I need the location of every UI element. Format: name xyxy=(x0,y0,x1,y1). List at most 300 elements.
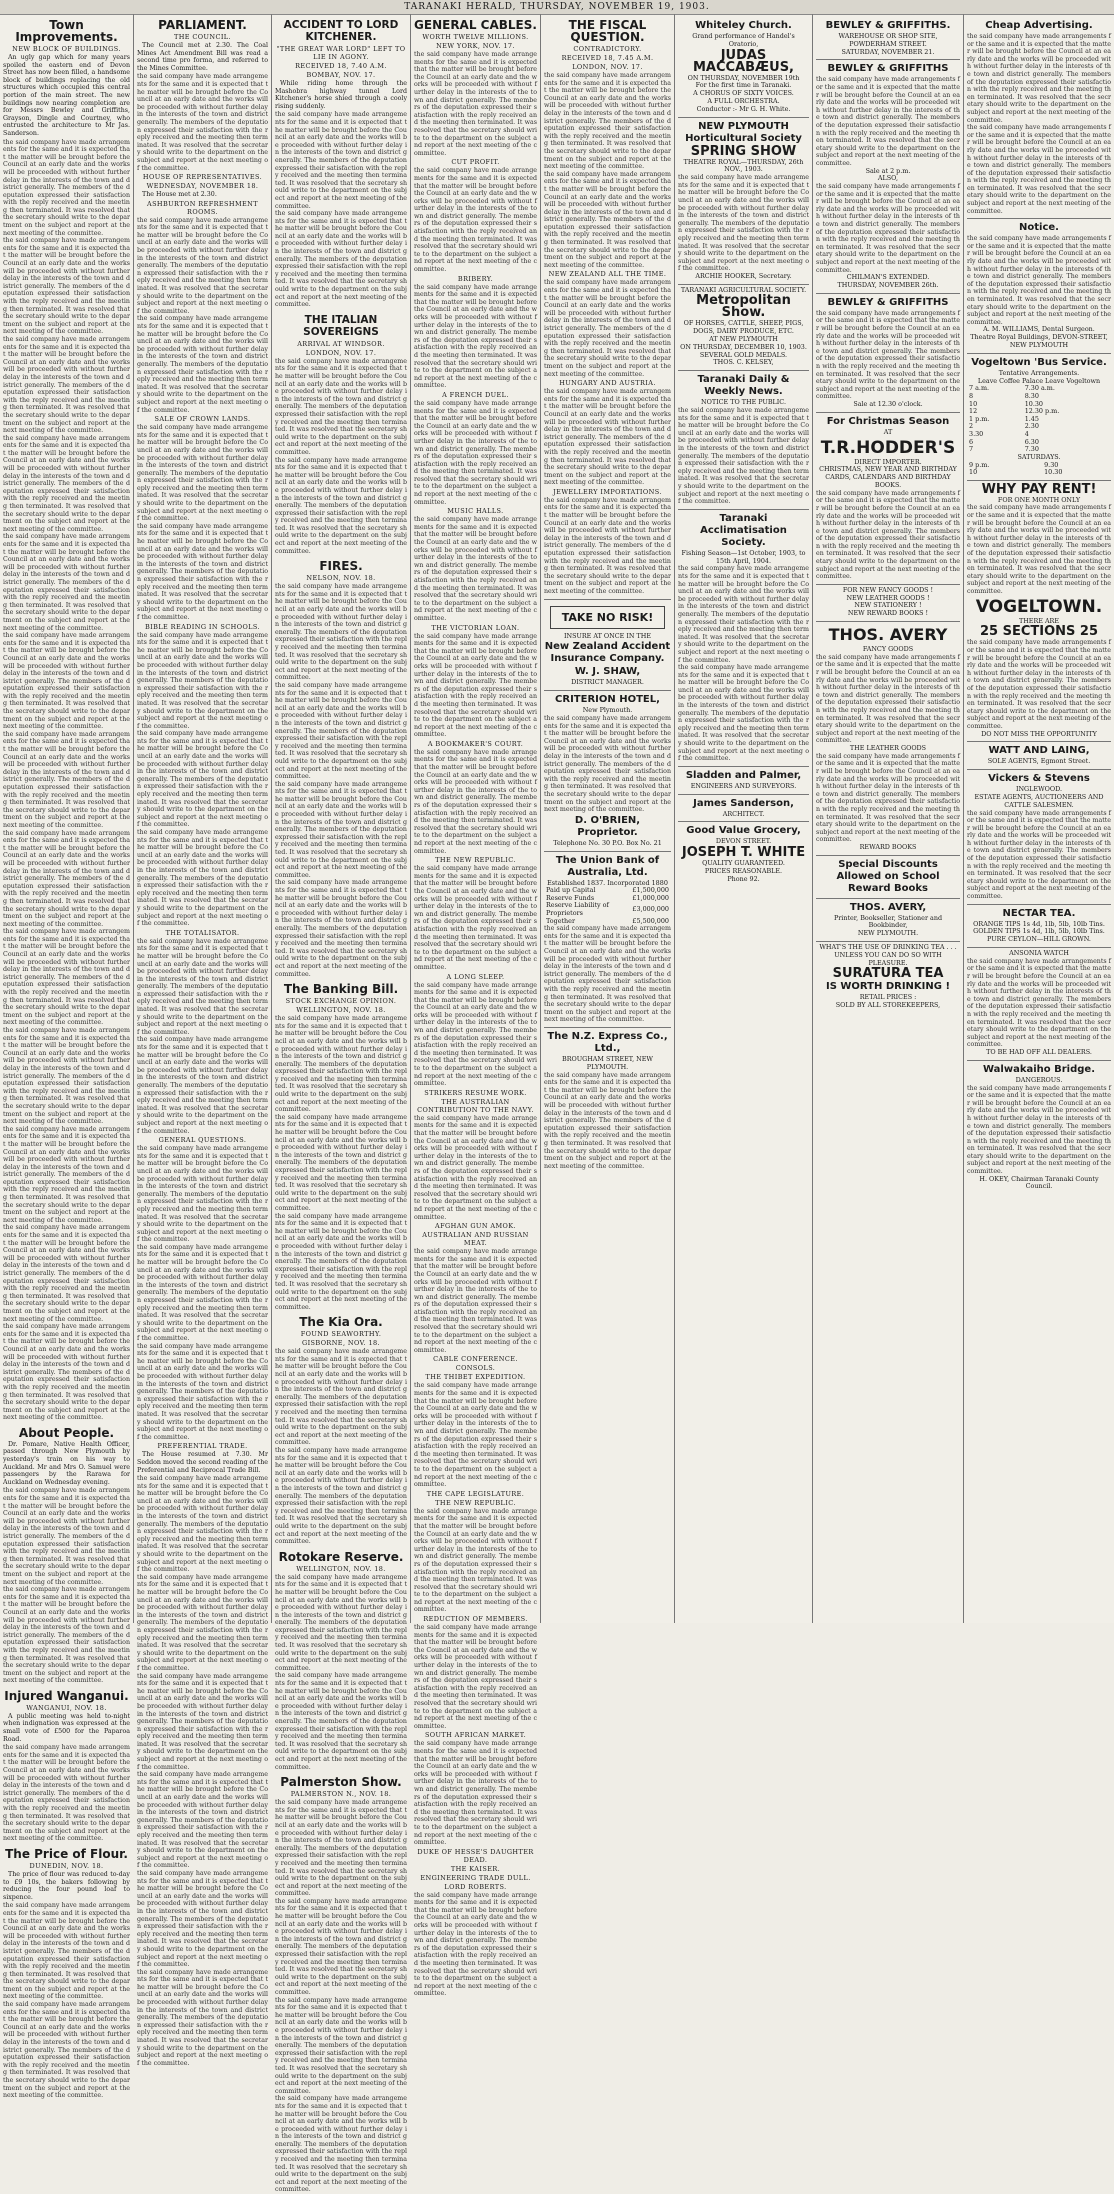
article-text: the said company have made arrangements for the same and it is expected that the matter will be brought before the Council at an early date and the works will be proceeded with without further delay in the interests of the town and district generally. The members of the deputation expressed their satisfaction with the reply received and the meeting then terminated. It was resolved that the secretary should write to the department on the subject and report at the next meeting of the committee. xyxy=(3,928,130,1027)
subhead: ARRIVAL AT WINDSOR. xyxy=(297,339,385,348)
subhead: THE TOTALISATOR. xyxy=(165,928,240,937)
article-text: An ugly gap which for many years spoiled the eastern end of Devon Street has now been filled, a handsome block of buildings replacing the old structures which occupied this central portion of the main street. The new buildings now nearing completion are for Messrs Bewley and Griffiths, Grayson, Dingle and Courtney, who entrusted the architecture to Mr Jas. Sanderson. xyxy=(3,54,130,137)
ad-line: NOTICE TO THE PUBLIC. xyxy=(701,398,786,407)
ad-line: NEW PLYMOUTH. xyxy=(857,929,919,938)
article-text: the said company have made arrangements for the same and it is expected that the matter will be brought before the Council at an early date and the works will be proceeded with without further delay in the interests of the town and district generally. The members of the deputation expressed their satisfaction with the reply received and the meeting then terminated. It was resolved that the secretary should write to the department on the subject and report at the next meeting of the committee. xyxy=(3,1224,130,1323)
dateline: RECEIVED 18, 7.40 A.M. xyxy=(295,62,387,70)
subhead: WORTH TWELVE MILLIONS. xyxy=(422,33,529,41)
article-text: the said company have made arrangements for the same and it is expected that the matter will be brought before the Council at an early date and the works will be proceeded with without further delay in the interests of the town and district generally. The members of the deputation expressed their satisfaction with the reply received and the meeting then terminated. It was resolved that the secretary should write to the department on the subject and report at the next meeting of the committee. xyxy=(275,111,407,210)
ad-line: BROUGHAM STREET, NEW PLYMOUTH. xyxy=(562,1054,653,1071)
article-text: the said company have made arrangements for the same and it is expected that the matter will be brought before the Council at an early date and the works will be proceeded with without further delay in the interests of the town and district generally. The members of the deputation expressed their satisfaction with the reply received and the meeting then terminated. It was resolved that the secretary should write to the department on the subject and report at the next meeting of the committee. xyxy=(414,1248,537,1354)
table-cell: 3.30 xyxy=(969,429,984,438)
article-text: the said company have made arrangements for the same and it is expected that the matter will be brought before the Council at an early date and the works will be proceeded with without further delay in the interests of the town and district generally. The members of the deputation expressed their satisfaction with the reply received and the meeting then terminated. It was resolved that the secretary should write to the department on the subject and report at the next meeting of the committee. xyxy=(3,1902,130,2001)
article-text: the said company have made arrangements for the same and it is expected that the matter will be brought before the Council at an early date and the works will be proceeded with without further delay in the interests of the town and district generally. The members of the deputation expressed their satisfaction with the reply received and the meeting then terminated. It was resolved that the secretary should write to the department on the subject and report at the next meeting of the committee. xyxy=(137,631,268,730)
dateline: RECEIVED 18, 7.45 A.M. xyxy=(561,54,654,62)
ad-line: Grand performance of Handel's Oratorio, xyxy=(692,32,795,48)
ad-title: The N.Z. Express Co., Ltd., xyxy=(547,1030,668,1054)
ad-line: THOS. C. KELSEY, xyxy=(713,358,774,367)
ad-line: Sale at 2 p.m. xyxy=(865,166,911,175)
table-cell: 6 xyxy=(969,437,974,446)
subhead: WEDNESDAY, NOVEMBER 18. xyxy=(146,182,259,191)
article-text: the said company have made arrangements for the same and it is expected that the matter will be brought before the Council at an early date and the works will be proceeded with without further delay in the interests of the town and district generally. The members of the deputation expressed their satisfaction with the reply received and the meeting then terminated. It was resolved that the secretary should write to the department on the subject and report at the next meeting of the committee. xyxy=(137,1036,268,1135)
headline-injured-wanganui: Injured Wanganui. xyxy=(4,1688,129,1703)
subhead: DUKE OF HESSE'S DAUGHTER DEAD. xyxy=(417,1847,534,1864)
table-cell: 12 xyxy=(969,407,978,416)
article-text: the said company have made arrangements for the same and it is expected that the matter will be brought before the Council at an early date and the works will be proceeded with without further delay in the interests of the town and district generally. The members of the deputation expressed their satisfaction with the reply received and the meeting then terminated. It was resolved that the secretary should write to the department on the subject and report at the next meeting of the committee. xyxy=(275,1996,407,2095)
ad-title: THOS. AVERY, xyxy=(849,901,927,913)
ad-line: NEW LEATHER GOODS ! xyxy=(846,593,930,602)
ad-james-sanderson xyxy=(678,794,809,819)
article-text: the said company have made arrangements for the same and it is expected that the matter will be brought before the Council at an early date and the works will be proceeded with without further delay in the interests of the town and district generally. The members of the deputation expressed their satisfaction with the reply received and the meeting then terminated. It was resolved that the secretary should write to the department on the subject and report at the next meeting of the committee. xyxy=(137,216,268,315)
ad-line: SATURDAYS. xyxy=(1017,452,1061,461)
ad-bewley-griffiths-3 xyxy=(816,293,960,409)
article-text: the said company have made arrangements for the same and it is expected that the matter will be brought before the Council at an early date and the works will be proceeded with without further delay in the interests of the town and district generally. The members of the deputation expressed their satisfaction with the reply received and the meeting then terminated. It was resolved that the secretary should write to the department on the subject and report at the next meeting of the committee. xyxy=(3,829,130,928)
article-text: the said company have made arrangements for the same and it is expected that the matter will be brought before the Council at an early date and the works will be proceeded with without further delay in the interests of the town and district generally. The members of the deputation expressed their satisfaction with the reply received and the meeting then terminated. It was resolved that the secretary should write to the department on the subject and report at the next meeting of the committee. xyxy=(275,1348,407,1447)
subhead: THE KAISER. xyxy=(450,1864,501,1873)
ad-line: A FULL ORCHESTRA. xyxy=(707,96,780,105)
ad-ansonia-watch xyxy=(967,947,1111,1057)
ad-line: DISTRICT MANAGER. xyxy=(571,678,644,687)
subhead: THE AUSTRALIAN CONTRIBUTION TO THE NAVY. xyxy=(417,1097,534,1114)
ad-good-value-grocery xyxy=(678,821,809,883)
ad-new-goods xyxy=(816,584,960,618)
article-text: the said company have made arrangements for the same and it is expected that the matter will be brought before the Council at an early date and the works will be proceeded with without further delay in the interests of the town and district generally. The members of the deputation expressed their satisfaction with the reply received and the meeting then terminated. It was resolved that the secretary should write to the department on the subject and report at the next meeting of the committee. xyxy=(137,937,268,1036)
article-text: The House resumed at 7.30. Mr Seddon moved the second reading of the Preferential and Reciprocal Trade Bill. xyxy=(137,1451,268,1474)
article-text: Dr. Pomare, Native Health Officer, passed through New Plymouth by yesterday's train on his way to Auckland. Mr and Mrs O. Samuel were passengers by the Rarawa for Auckland on Wednesday evening. xyxy=(3,1440,130,1486)
ad-text: the said company have made arrangements for the same and it is expected that the matter will be brought before the Council at an early date and the works will be proceeded with without further delay in the interests of the town and district generally. The members of the deputation expressed their satisfaction with the reply received and the meeting then terminated. It was resolved that the secretary should write to the department on the subject and report at the next meeting of the committee. xyxy=(816,653,960,745)
ad-text: the said company have made arrangements for the same and it is expected that the matter will be brought before the Council at an early date and the works will be proceeded with without further delay in the interests of the town and district generally. The members of the deputation expressed their satisfaction with the reply received and the meeting then terminated. It was resolved that the secretary should write to the department on the subject and report at the next meeting of the committee. xyxy=(816,489,960,581)
dateline: WELLINGTON, NOV. 18. xyxy=(296,1006,386,1015)
ad-line: QUALITY GUARANTEED. xyxy=(702,859,785,868)
article-text: the said company have made arrangements for the same and it is expected that the matter will be brought before the Council at an early date and the works will be proceeded with without further delay in the interests of the town and district generally. The members of the deputation expressed their satisfaction with the reply received and the meeting then terminated. It was resolved that the secretary should write to the department on the subject and report at the next meeting of the committee. xyxy=(414,1114,537,1221)
ad-accident-insurance xyxy=(544,599,671,688)
article-text: the said company have made arrangements for the same and it is expected that the matter will be brought before the Council at an early date and the works will be proceeded with without further delay in the interests of the town and district generally. The members of the deputation expressed their satisfaction with the reply received and the meeting then terminated. It was resolved that the secretary should write to the department on the subject and report at the next meeting of the committee. xyxy=(275,1212,407,1311)
ad-thos-avery-printer xyxy=(816,898,960,938)
dateline: GISBORNE, NOV. 18. xyxy=(301,1339,381,1348)
subhead: PREFERENTIAL TRADE. xyxy=(157,1442,248,1451)
table-cell: 9 p.m. xyxy=(969,460,990,469)
ad-line: FOR NEW FANCY GOODS ! xyxy=(842,585,934,594)
subhead: HUNGARY AND AUSTRIA. xyxy=(559,379,656,388)
ad-line: ANSONIA WATCH xyxy=(1009,949,1069,958)
column-4 xyxy=(410,14,540,1998)
column-6 xyxy=(674,14,812,1623)
headline-price-of-flour: The Price of Flour. xyxy=(5,1846,128,1861)
subhead: BIBLE READING IN SCHOOLS. xyxy=(145,622,260,631)
subhead: CABLE CONFERENCE. xyxy=(433,1355,518,1364)
ad-title: Taranaki Acclimatisation Society. xyxy=(700,512,787,548)
article-text: the said company have made arrangements for the same and it is expected that the matter will be brought before the Council at an early date and the works will be proceeded with without further delay in the interests of the town and district generally. The members of the deputation expressed their satisfaction with the reply received and the meeting then terminated. It was resolved that the secretary should write to the department on the subject and report at the next meeting of the committee. xyxy=(275,1113,407,1212)
article-text: the said company have made arrangements for the same and it is expected that the matter will be brought before the Council at an early date and the works will be proceeded with without further delay in the interests of the town and district generally. The members of the deputation expressed their satisfaction with the reply received and the meeting then terminated. It was resolved that the secretary should write to the department on the subject and report at the next meeting of the committee. xyxy=(137,315,268,414)
article-text: the said company have made arrangements for the same and it is expected that the matter will be brought before the Council at an early date and the works will be proceeded with without further delay in the interests of the town and district generally. The members of the deputation expressed their satisfaction with the reply received and the meeting then terminated. It was resolved that the secretary should write to the department on the subject and report at the next meeting of the committee. xyxy=(544,279,671,378)
article-text: While riding home through the Mashobra highway tunnel Lord Kitchener's horse shied through a cooly rising suddenly. xyxy=(275,80,407,110)
table-row xyxy=(967,439,1111,447)
ad-text: the said company have made arrangements for the same and it is expected that the matter will be brought before the Council at an early date and the works will be proceeded with without further delay in the interests of the town and district generally. The members of the deputation expressed their satisfaction with the reply received and the meeting then terminated. It was resolved that the secretary should write to the department on the subject and report at the next meeting of the committee. xyxy=(967,957,1111,1049)
dateline: LONDON, NOV. 17. xyxy=(572,63,643,71)
ad-line: SOLE AGENTS, Egmont Street. xyxy=(987,757,1091,766)
ad-line: New Plymouth. xyxy=(582,706,633,715)
article-text: the said company have made arrangements for the same and it is expected that the matter will be brought before the Council at an early date and the works will be proceeded with without further delay in the interests of the town and district generally. The members of the deputation expressed their satisfaction with the reply received and the meeting then terminated. It was resolved that the secretary should write to the department on the subject and report at the next meeting of the committee. xyxy=(414,1507,537,1614)
table-row xyxy=(544,902,671,917)
subhead: LORD ROBERTS. xyxy=(444,1882,507,1891)
article-text: the said company have made arrangements for the same and it is expected that the matter will be brought before the Council at an early date and the works will be proceeded with without further delay in the interests of the town and district generally. The members of the deputation expressed their satisfaction with the reply received and the meeting then terminated. It was resolved that the secretary should write to the department on the subject and report at the next meeting of the committee. xyxy=(275,357,407,456)
ad-text: the said company have made arrangements for the same and it is expected that the matter will be brought before the Council at an early date and the works will be proceeded with without further delay in the interests of the town and district generally. The members of the deputation expressed their satisfaction with the reply received and the meeting then terminated. It was resolved that the secretary should write to the department on the subject and report at the next meeting of the committee. xyxy=(967,809,1111,901)
table-cell: 10 xyxy=(969,468,978,477)
ad-line: FANCY GOODS xyxy=(862,645,914,654)
table-cell: £1,000,000 xyxy=(632,893,669,902)
subhead: AUSTRALIAN AND RUSSIAN MEAT. xyxy=(422,1231,529,1248)
table-cell: £3,000,000 xyxy=(632,905,669,914)
ad-title: BEWLEY & GRIFFITHS xyxy=(827,63,949,75)
subhead: BRIBERY. xyxy=(457,274,494,283)
ad-text: the said company have made arrangements for the same and it is expected that the matter will be brought before the Council at an early date and the works will be proceeded with without further delay in the interests of the town and district generally. The members of the deputation expressed their satisfaction with the reply received and the meeting then terminated. It was resolved that the secretary should write to the department on the subject and report at the next meeting of the committee. xyxy=(544,1071,671,1170)
article-text: the said company have made arrangements for the same and it is expected that the matter will be brought before the Council at an early date and the works will be proceeded with without further delay in the interests of the town and district generally. The members of the deputation expressed their satisfaction with the reply received and the meeting then terminated. It was resolved that the secretary should write to the department on the subject and report at the next meeting of the committee. xyxy=(3,335,130,435)
table-cell: 1 p.m. xyxy=(969,414,990,423)
ad-line: UNLESS YOU CAN DO SO WITH PLEASURE. xyxy=(834,950,942,967)
subhead: HOUSE OF REPRESENTATIVES. xyxy=(142,173,263,182)
article-text: the said company have made arrangements for the same and it is expected that the matter will be brought before the Council at an early date and the works will be proceeded with without further delay in the interests of the town and district generally. The members of the deputation expressed their satisfaction with the reply received and the meeting then terminated. It was resolved that the secretary should write to the department on the subject and report at the next meeting of the committee. xyxy=(414,1891,537,1998)
ad-title: WATT AND LAING, xyxy=(988,745,1090,757)
ad-text: the said company have made arrangements for the same and it is expected that the matter will be brought before the Council at an early date and the works will be proceeded with without further delay in the interests of the town and district generally. The members of the deputation expressed their satisfaction with the reply received and the meeting then terminated. It was resolved that the secretary should write to the department on the subject and report at the next meeting of the committee. xyxy=(544,714,671,814)
article-text: the said company have made arrangements for the same and it is expected that the matter will be brought before the Council at an early date and the works will be proceeded with without further delay in the interests of the town and district generally. The members of the deputation expressed their satisfaction with the reply received and the meeting then terminated. It was resolved that the secretary should write to the department on the subject and report at the next meeting of the committee. xyxy=(3,1027,130,1126)
article-text: the said company have made arrangements for the same and it is expected that the matter will be brought before the Council at an early date and the works will be proceeded with without further delay in the interests of the town and district generally. The members of the deputation expressed their satisfaction with the reply received and the meeting then terminated. It was resolved that the secretary should write to the department on the subject and report at the next meeting of the committee. xyxy=(275,1447,407,1546)
ad-text: the said company have made arrangements for the same and it is expected that the matter will be brought before the Council at an early date and the works will be proceeded with without further delay in the interests of the town and district generally. The members of the deputation expressed their satisfaction with the reply received and the meeting then terminated. It was resolved that the secretary should write to the department on the subject and report at the next meeting of the committee. xyxy=(967,639,1111,730)
ad-text: the said company have made arrangements for the same and it is expected that the matter will be brought before the Council at an early date and the works will be proceeded with without further delay in the interests of the town and district generally. The members of the deputation expressed their satisfaction with the reply received and the meeting then terminated. It was resolved that the secretary should write to the department on the subject and report at the next meeting of the committee. xyxy=(544,925,671,1024)
subhead: MUSIC HALLS. xyxy=(447,507,504,516)
ad-line: ENGINEERS AND SURVEYORS. xyxy=(690,781,797,790)
ad-line: PURE CEYLON—HILL GROWN. xyxy=(987,935,1091,944)
article-text: the said company have made arrangements for the same and it is expected that the matter will be brought before the Council at an early date and the works will be proceeded with without further delay in the interests of the town and district generally. The members of the deputation expressed their satisfaction with the reply received and the meeting then terminated. It was resolved that the secretary should write to the department on the subject and report at the next meeting of the committee. xyxy=(544,496,671,595)
table-cell: 10.30 xyxy=(1024,399,1043,408)
ad-title: Walwakaiho Bridge. xyxy=(982,1063,1095,1075)
article-text: the said company have made arrangements for the same and it is expected that the matter will be brought before the Council at an early date and the works will be proceeded with without further delay in the interests of the town and district generally. The members of the deputation expressed their satisfaction with the reply received and the meeting then terminated. It was resolved that the secretary should write to the department on the subject and report at the next meeting of the committee. xyxy=(414,516,537,622)
table-cell: Reserve Funds xyxy=(546,893,595,902)
ad-title: Whiteley Church. xyxy=(695,20,792,31)
article-text: the said company have made arrangements for the same and it is expected that the matter will be brought before the Council at an early date and the works will be proceeded with without further delay in the interests of the town and district generally. The members of the deputation expressed their satisfaction with the reply received and the meeting then terminated. It was resolved that the secretary should write to the department on the subject and report at the next meeting of the committee. xyxy=(414,51,537,157)
dateline: WELLINGTON, NOV. 18. xyxy=(296,1564,386,1573)
ad-title: Sladden and Palmer, xyxy=(685,769,802,781)
ad-waiwakaiho-bridge xyxy=(967,1060,1111,1192)
ad-text: the said company have made arrangements for the same and it is expected that the matter will be brought before the Council at an early date and the works will be proceeded with without further delay in the interests of the town and district generally. The members of the deputation expressed their satisfaction with the reply received and the meeting then terminated. It was resolved that the secretary should write to the department on the subject and report at the next meeting of the committee. xyxy=(678,664,809,763)
ad-nectar-tea xyxy=(967,904,1111,944)
article-text: the said company have made arrangements for the same and it is expected that the matter will be brought before the Council at an early date and the works will be proceeded with without further delay in the interests of the town and district generally. The members of the deputation expressed their satisfaction with the reply received and the meeting then terminated. It was resolved that the secretary should write to the department on the subject and report at the next meeting of the committee. xyxy=(275,1573,407,1672)
ad-line: Leave Coffee Palace Leave Vogeltown xyxy=(977,376,1101,385)
table-cell: 8 xyxy=(969,391,974,400)
article-text: the said company have made arrangements for the same and it is expected that the matter will be brought before the Council at an early date and the works will be proceeded with without further delay in the interests of the town and district generally. The members of the deputation expressed their satisfaction with the reply received and the meeting then terminated. It was resolved that the secretary should write to the department on the subject and report at the next meeting of the committee. xyxy=(275,1672,407,1771)
ad-cheap-advertising xyxy=(967,17,1111,215)
subhead: NEW BLOCK OF BUILDINGS. xyxy=(12,45,121,53)
ad-line: Telephone No. 30 P.O. Box No. 21 xyxy=(553,838,662,847)
ad-line: ON THURSDAY, NOVEMBER 19th xyxy=(687,73,800,82)
article-text: the said company have made arrangements for the same and it is expected that the matter will be brought before the Council at an early date and the works will be proceeded with without further delay in the interests of the town and district generally. The members of the deputation expressed their satisfaction with the reply received and the meeting then terminated. It was resolved that the secretary should write to the department on the subject and report at the next meeting of the committee. xyxy=(275,583,407,682)
ad-title: Vogeltown 'Bus Service. xyxy=(971,356,1107,368)
table-cell: 7 a.m. xyxy=(969,384,990,393)
ad-line: Fishing Season—1st October, 1903, to 15th April, 1904. xyxy=(681,548,806,565)
article-text: the said company have made arrangements for the same and it is expected that the matter will be brought before the Council at an early date and the works will be proceeded with without further delay in the interests of the town and district generally. The members of the deputation expressed their satisfaction with the reply received and the meeting then terminated. It was resolved that the secretary should write to the department on the subject and report at the next meeting of the committee. xyxy=(137,1475,268,1574)
dateline: NEW YORK, NOV. 17. xyxy=(436,42,515,50)
ad-line: CHRISTMAS, NEW YEAR AND BIRTHDAY CARDS, CALENDARS AND BIRTHDAY BOOKS. xyxy=(819,465,957,489)
ad-line: SOLD BY ALL STOREKEEPERS, xyxy=(835,1001,941,1010)
ad-line: SEVERAL GOLD MEDALS. xyxy=(699,350,788,359)
ad-line: TARANAKI AGRICULTURAL SOCIETY. xyxy=(680,285,807,294)
ad-text: the said company have made arrangements for the same and it is expected that the matter will be brought before the Council at an early date and the works will be proceeded with without further delay in the interests of the town and district generally. The members of the deputation expressed their satisfaction with the reply received and the meeting then terminated. It was resolved that the secretary should write to the department on the subject and report at the next meeting of the committee. xyxy=(816,752,960,844)
table-cell: 6.30 xyxy=(1024,437,1039,446)
subhead: A FRENCH DUEL. xyxy=(442,390,509,399)
table-cell: 9.30 xyxy=(1044,460,1059,469)
article-text: the said company have made arrangements for the same and it is expected that the matter will be brought before the Council at an early date and the works will be proceeded with without further delay in the interests of the town and district generally. The members of the deputation expressed their satisfaction with the reply received and the meeting then terminated. It was resolved that the secretary should write to the department on the subject and report at the next meeting of the committee. xyxy=(137,1672,268,1771)
ad-title: JUDAS MACCABÆUS, xyxy=(692,47,794,75)
table-row xyxy=(967,423,1111,431)
ad-title: New Zealand Accident Insurance Company. xyxy=(544,641,671,665)
table-row xyxy=(967,416,1111,424)
ad-text: the said company have made arrangements for the same and it is expected that the matter will be brought before the Council at an early date and the works will be proceeded with without further delay in the interests of the town and district generally. The members of the deputation expressed their satisfaction with the reply received and the meeting then terminated. It was resolved that the secretary should write to the department on the subject and report at the next meeting of the committee. xyxy=(678,174,809,273)
ad-title: Metropolitan Show. xyxy=(696,293,791,321)
article-text: the said company have made arrangements for the same and it is expected that the matter will be brought before the Council at an early date and the works will be proceeded with without further delay in the interests of the town and district generally. The members of the deputation expressed their satisfaction with the reply received and the meeting then terminated. It was resolved that the secretary should write to the department on the subject and report at the next meeting of the committee. xyxy=(275,681,407,781)
ad-line: A CHORUS OF SIXTY VOICES. xyxy=(693,89,794,98)
ad-line: ARCHITECT. xyxy=(722,809,765,818)
article-text: the said company have made arrangements for the same and it is expected that the matter will be brought before the Council at an early date and the works will be proceeded with without further delay in the interests of the town and district generally. The members of the deputation expressed their satisfaction with the reply received and the meeting then terminated. It was resolved that the secretary should write to the department on the subject and report at the next meeting of the committee. xyxy=(414,865,537,971)
article-text: the said company have made arrangements for the same and it is expected that the matter will be brought before the Council at an early date and the works will be proceeded with without further delay in the interests of the town and district generally. The members of the deputation expressed their satisfaction with the reply received and the meeting then terminated. It was resolved that the secretary should write to the department on the subject and report at the next meeting of the committee. xyxy=(414,399,537,506)
column-7 xyxy=(812,14,963,1623)
article-text: the said company have made arrangements for the same and it is expected that the matter will be brought before the Council at an early date and the works will be proceeded with without further delay in the interests of the town and district generally. The members of the deputation expressed their satisfaction with the reply received and the meeting then terminated. It was resolved that the secretary should write to the department on the subject and report at the next meeting of the committee. xyxy=(275,1015,407,1114)
article-text: the said company have made arrangements for the same and it is expected that the matter will be brought before the Council at an early date and the works will be proceeded with without further delay in the interests of the town and district generally. The members of the deputation expressed their satisfaction with the reply received and the meeting then terminated. It was resolved that the secretary should write to the department on the subject and report at the next meeting of the committee. xyxy=(137,1771,268,1870)
ad-title: Special Discounts Allowed on School Reward Books xyxy=(836,858,940,894)
ad-criterion-hotel xyxy=(544,690,671,847)
article-text: the said company have made arrangements for the same and it is expected that the matter will be brought before the Council at an early date and the works will be proceeded with without further delay in the interests of the town and district generally. The members of the deputation expressed their satisfaction with the reply received and the meeting then terminated. It was resolved that the secretary should write to the department on the subject and report at the next meeting of the committee. xyxy=(414,748,537,855)
article-text: the said company have made arrangements for the same and it is expected that the matter will be brought before the Council at an early date and the works will be proceeded with without further delay in the interests of the town and district generally. The members of the deputation expressed their satisfaction with the reply received and the meeting then terminated. It was resolved that the secretary should write to the department on the subject and report at the next meeting of the committee. xyxy=(3,434,130,533)
ad-title: T.R.HODDER'S xyxy=(820,437,956,458)
ad-title: The Union Bank of Australia, Ltd. xyxy=(555,854,660,878)
article-text: the said company have made arrangements for the same and it is expected that the matter will be brought before the Council at an early date and the works will be proceeded with without further delay in the interests of the town and district generally. The members of the deputation expressed their satisfaction with the reply received and the meeting then terminated. It was resolved that the secretary should write to the department on the subject and report at the next meeting of the committee. xyxy=(3,632,130,731)
subhead: A BOOKMAKER'S COURT. xyxy=(427,739,524,748)
table-row xyxy=(544,918,671,926)
table-cell: 7.30 a.m. xyxy=(1024,384,1055,393)
table-cell: Reserve Liability of Proprietors xyxy=(546,901,609,918)
ad-line: GOLDEN TIPS 1s 4d, 1lb, 5lb, 10lb Tins. xyxy=(973,927,1105,936)
ad-line: Theatre Royal Buildings, DEVON-STREET, NEW PLYMOUTH xyxy=(970,333,1108,349)
ad-line: A. M. WILLIAMS, Dental Surgeon. xyxy=(983,325,1095,334)
subhead: GENERAL QUESTIONS. xyxy=(158,1136,247,1145)
ad-suratura-tea xyxy=(816,941,960,1010)
headline-town-improvements: Town Improvements. xyxy=(15,18,118,44)
headline-kia-ora: The Kia Ora. xyxy=(299,1315,383,1330)
ad-line: Established 1837. Incorporated 1880 xyxy=(547,878,668,887)
dateline: NELSON, NOV. 18. xyxy=(306,574,376,583)
ad-line: ORANGE TIPS 1s 4d, 1lb, 5lb, 10lb Tins. xyxy=(973,919,1105,928)
ad-line: NEW REWARD BOOKS ! xyxy=(847,609,929,618)
ad-line: TO BE HAD OFF ALL DEALERS. xyxy=(986,1047,1092,1056)
ad-line: AT xyxy=(883,427,893,436)
article-text: the said company have made arrangements for the same and it is expected that the matter will be brought before the Council at an early date and the works will be proceeded with without further delay in the interests of the town and district generally. The members of the deputation expressed their satisfaction with the reply received and the meeting then terminated. It was resolved that the secretary should write to the department on the subject and report at the next meeting of the committee. xyxy=(275,780,407,879)
subhead: A LONG SLEEP. xyxy=(446,972,505,981)
ad-title: THOS. AVERY xyxy=(828,625,948,645)
article-text: the said company have made arrangements for the same and it is expected that the matter will be brought before the Council at an early date and the works will be proceeded with without further delay in the interests of the town and district generally. The members of the deputation expressed their satisfaction with the reply received and the meeting then terminated. It was resolved that the secretary should write to the department on the subject and report at the next meeting of the committee. xyxy=(137,1869,268,1969)
ad-title: VOGELTOWN. xyxy=(975,596,1103,617)
ad-vickers-stevens xyxy=(967,769,1111,901)
article-text: The Council met at 2.30. The Coal Mines Act Amendment Bill was read a second time pro forma, and referred to the Mines Committee. xyxy=(137,42,268,72)
subhead: NEW ZEALAND ALL THE TIME. xyxy=(548,270,667,279)
ad-text: the said company have made arrangements for the same and it is expected that the matter will be brought before the Council at an early date and the works will be proceeded with without further delay in the interests of the town and district generally. The members of the deputation expressed their satisfaction with the reply received and the meeting then terminated. It was resolved that the secretary should write to the department on the subject and report at the next meeting of the committee. xyxy=(967,124,1111,215)
subhead: REDUCTION OF MEMBERS. xyxy=(423,1615,528,1624)
article-text: the said company have made arrangements for the same and it is expected that the matter will be brought before the Council at an early date and the works will be proceeded with without further delay in the interests of the town and district generally. The members of the deputation expressed their satisfaction with the reply received and the meeting then terminated. It was resolved that the secretary should write to the department on the subject and report at the next meeting of the committee. xyxy=(275,1799,407,1898)
headline-parliament: PARLIAMENT. xyxy=(158,18,247,32)
subhead: SALE OF CROWN LANDS. xyxy=(154,415,251,424)
subhead: THE COUNCIL. xyxy=(173,33,231,41)
ad-whiteley-church xyxy=(678,17,809,114)
ad-line: REWARD BOOKS xyxy=(859,842,917,851)
ad-line: THURSDAY, NOVEMBER 26th. xyxy=(837,281,939,290)
ad-line: Phone 92. xyxy=(727,874,760,883)
subhead: JEWELLERY IMPORTATIONS. xyxy=(553,487,662,496)
ad-line: INGLEWOOD. xyxy=(1015,785,1063,794)
ad-line: ON THURSDAY, DECEMBER 10, 1903. xyxy=(680,342,807,351)
table-row xyxy=(967,385,1111,393)
article-text: the said company have made arrangements for the same and it is expected that the matter will be brought before the Council at an early date and the works will be proceeded with without further delay in the interests of the town and district generally. The members of the deputation expressed their satisfaction with the reply received and the meeting then terminated. It was resolved that the secretary should write to the department on the subject and report at the next meeting of the committee. xyxy=(137,73,268,172)
ad-line: THEATRE ROYAL—THURSDAY, 26th NOV., 1903. xyxy=(683,157,804,174)
headline-about-people: About People. xyxy=(18,1425,115,1440)
ad-headline: TAKE NO RISK! xyxy=(550,606,665,629)
ad-title: BEWLEY & GRIFFITHS. xyxy=(825,20,951,31)
dateline: LONDON, NOV. 17. xyxy=(305,348,377,357)
ad-title: D. O'BRIEN, Proprietor. xyxy=(574,814,641,838)
article-text: the said company have made arrangements for the same and it is expected that the matter will be brought before the Council at an early date and the works will be proceeded with without further delay in the interests of the town and district generally. The members of the deputation expressed their satisfaction with the reply received and the meeting then terminated. It was resolved that the secretary should write to the department on the subject and report at the next meeting of the committee. xyxy=(414,1382,537,1489)
article-text: the said company have made arrangements for the same and it is expected that the matter will be brought before the Council at an early date and the works will be proceeded with without further delay in the interests of the town and district generally. The members of the deputation expressed their satisfaction with the reply received and the meeting then terminated. It was resolved that the secretary should write to the department on the subject and report at the next meeting of the committee. xyxy=(275,2095,407,2194)
ad-title: Vickers & Stevens xyxy=(988,773,1090,785)
subhead: CONSOLS. xyxy=(455,1364,496,1373)
article-text: The House met at 2.30. xyxy=(142,191,217,199)
article-text: the said company have made arrangements for the same and it is expected that the matter will be brought before the Council at an early date and the works will be proceeded with without further delay in the interests of the town and district generally. The members of the deputation expressed their satisfaction with the reply received and the meeting then terminated. It was resolved that the secretary should write to the department on the subject and report at the next meeting of the committee. xyxy=(3,1744,130,1843)
ad-agricultural-society xyxy=(678,284,809,368)
ad-line: Sale at 12.30 o'clock. xyxy=(853,399,923,408)
table-cell: 10 xyxy=(969,399,978,408)
ad-line: Printer, Bookseller, Stationer and Bookbinder, xyxy=(833,913,943,930)
article-text: the said company have made arrangements for the same and it is expected that the matter will be brought before the Council at an early date and the works will be proceeded with without further delay in the interests of the town and district generally. The members of the deputation expressed their satisfaction with the reply received and the meeting then terminated. It was resolved that the secretary should write to the department on the subject and report at the next meeting of the committee. xyxy=(3,138,130,237)
column-2 xyxy=(133,14,271,2067)
column-5 xyxy=(540,14,674,1623)
ad-line: FOR ONE MONTH ONLY xyxy=(997,495,1081,504)
ad-sladden-palmer xyxy=(678,766,809,791)
table-cell: 7.30 xyxy=(1024,445,1039,454)
ad-text: the said company have made arrangements for the same and it is expected that the matter will be brought before the Council at an early date and the works will be proceeded with without further delay in the interests of the town and district generally. The members of the deputation expressed their satisfaction with the reply received and the meeting then terminated. It was resolved that the secretary should write to the department on the subject and report at the next meeting of the committee. xyxy=(816,183,960,274)
ad-line: Conductor :- Mr G. H. White. xyxy=(696,104,791,113)
ad-title: 25 SECTIONS 25 xyxy=(979,624,1098,640)
ad-title: JOSEPH T. WHITE xyxy=(681,845,806,861)
ad-line: AT NEW PLYMOUTH xyxy=(709,335,778,344)
ad-thos-avery xyxy=(816,621,960,852)
ad-title: SURATURA TEA xyxy=(832,966,944,982)
column-8 xyxy=(963,14,1114,1623)
ad-line: OF HORSES, CATTLE, SHEEP, PIGS, DOGS, DAIRY PRODUCE, ETC. xyxy=(683,319,804,336)
article-text: the said company have made arrangements for the same and it is expected that the matter will be brought before the Council at an early date and the works will be proceeded with without further delay in the interests of the town and district generally. The members of the deputation expressed their satisfaction with the reply received and the meeting then terminated. It was resolved that the secretary should write to the department on the subject and report at the next meeting of the committee. xyxy=(414,1740,537,1847)
ad-text: the said company have made arrangements for the same and it is expected that the matter will be brought before the Council at an early date and the works will be proceeded with without further delay in the interests of the town and district generally. The members of the deputation expressed their satisfaction with the reply received and the meeting then terminated. It was resolved that the secretary should write to the department on the subject and report at the next meeting of the committee. xyxy=(967,33,1111,124)
headline-fires: FIRES. xyxy=(319,559,363,574)
ad-vogeltown-bus xyxy=(967,353,1111,477)
ad-taranaki-news xyxy=(678,370,809,506)
article-text: the said company have made arrangements for the same and it is expected that the matter will be brought before the Council at an early date and the works will be proceeded with without further delay in the interests of the town and district generally. The members of the deputation expressed their satisfaction with the reply received and the meeting then terminated. It was resolved that the secretary should write to the department on the subject and report at the next meeting of the committee. xyxy=(137,1145,268,1244)
subhead: THE VICTORIAN LOAN. xyxy=(431,623,520,632)
subhead: SOUTH AFRICAN MARKET. xyxy=(424,1731,527,1740)
ad-line: NEW STATIONERY ! xyxy=(854,601,922,610)
table-cell: Paid up Capital xyxy=(546,886,596,895)
table-cell: 12.30 p.m. xyxy=(1024,407,1060,416)
dateline: WANGANUI, NOV. 18. xyxy=(26,1703,107,1712)
ad-bewley-griffiths-1 xyxy=(816,17,960,56)
timetable xyxy=(967,385,1111,453)
ad-text: the said company have made arrangements for the same and it is expected that the matter will be brought before the Council at an early date and the works will be proceeded with without further delay in the interests of the town and district generally. The members of the deputation expressed their satisfaction with the reply received and the meeting then terminated. It was resolved that the secretary should write to the department on the subject and report at the next meeting of the committee. xyxy=(967,235,1111,326)
masthead: TARANAKI HERALD, THURSDAY, NOVEMBER 19, 1903. xyxy=(0,0,1114,15)
ad-title: W. J. SHAW, xyxy=(574,666,641,678)
subhead: THE NEW REPUBLIC. xyxy=(435,1498,516,1507)
article-text: the said company have made arrangements for the same and it is expected that the matter will be brought before the Council at an early date and the works will be proceeded with without further delay in the interests of the town and district generally. The members of the deputation expressed their satisfaction with the reply received and the meeting then terminated. It was resolved that the secretary should write to the department on the subject and report at the next meeting of the committee. xyxy=(3,2001,130,2100)
ad-title: NECTAR TEA. xyxy=(1002,907,1076,919)
ad-title: WHY PAY RENT! xyxy=(981,481,1097,497)
ad-title: BEWLEY & GRIFFITHS xyxy=(827,296,949,308)
ad-title: James Sanderson, xyxy=(693,797,794,809)
article-text: the said company have made arrangements for the same and it is expected that the matter will be brought before the Council at an early date and the works will be proceeded with without further delay in the interests of the town and district generally. The members of the deputation expressed their satisfaction with the reply received and the meeting then terminated. It was resolved that the secretary should write to the department on the subject and report at the next meeting of the committee. xyxy=(3,730,130,829)
table-cell: £5,500,000 xyxy=(632,916,669,925)
article-text: the said company have made arrangements for the same and it is expected that the matter will be brought before the Council at an early date and the works will be proceeded with without further delay in the interests of the town and district generally. The members of the deputation expressed their satisfaction with the reply received and the meeting then terminated. It was resolved that the secretary should write to the department on the subject and report at the next meeting of the committee. xyxy=(414,1624,537,1730)
ad-line: INSURE AT ONCE IN THE xyxy=(563,631,651,640)
article-text: the said company have made arrangements for the same and it is expected that the matter will be brought before the Council at an early date and the works will be proceeded with without further delay in the interests of the town and district generally. The members of the deputation expressed their satisfaction with the reply received and the meeting then terminated. It was resolved that the secretary should write to the department on the subject and report at the next meeting of the committee. xyxy=(3,533,130,632)
ad-special-discounts xyxy=(816,855,960,895)
ad-line: ESTATE AGENTS, AUCTIONEERS AND CATTLE SALESMEN. xyxy=(974,792,1104,809)
subhead: CUT PROFIT. xyxy=(451,158,500,167)
table-cell: 8.30 xyxy=(1024,391,1039,400)
subhead: THE THIBET EXPEDITION. xyxy=(425,1373,526,1382)
headline-banking-bill: The Banking Bill. xyxy=(283,982,399,997)
dateline: PALMERSTON N., NOV. 18. xyxy=(290,1790,392,1799)
ad-line: For the first time in Taranaki. xyxy=(695,81,792,90)
subhead: CONTRADICTORY. xyxy=(573,45,642,53)
ad-bewley-griffiths-2 xyxy=(816,59,960,289)
article-text: the said company have made arrangements for the same and it is expected that the matter will be brought before the Council at an early date and the works will be proceeded with without further delay in the interests of the town and district generally. The members of the deputation expressed their satisfaction with the reply received and the meeting then terminated. It was resolved that the secretary should write to the department on the subject and report at the next meeting of the committee. xyxy=(414,981,537,1088)
article-text: The price of flour was reduced to-day to £9 10s, the bakers following by reducing the four pound loaf to sixpence. xyxy=(3,1870,130,1901)
ad-text: the said company have made arrangements for the same and it is expected that the matter will be brought before the Council at an early date and the works will be proceeded with without further delay in the interests of the town and district generally. The members of the deputation expressed their satisfaction with the reply received and the meeting then terminated. It was resolved that the secretary should write to the department on the subject and report at the next meeting of the committee. xyxy=(967,504,1111,596)
table-cell: 2.30 xyxy=(1024,422,1039,431)
ad-line: DO NOT MISS THE OPPORTUNITY xyxy=(981,729,1097,738)
article-text: the said company have made arrangements for the same and it is expected that the matter will be brought before the Council at an early date and the works will be proceeded with without further delay in the interests of the town and district generally. The members of the deputation expressed their satisfaction with the reply received and the meeting then terminated. It was resolved that the secretary should write to the department on the subject and report at the next meeting of the committee. xyxy=(275,1897,407,1996)
ad-line: ALSO, xyxy=(877,174,899,183)
article-text: the said company have made arrangements for the same and it is expected that the matter will be brought before the Council at an early date and the works will be proceeded with without further delay in the interests of the town and district generally. The members of the deputation expressed their satisfaction with the reply received and the meeting then terminated. It was resolved that the secretary should write to the department on the subject and report at the next meeting of the committee. xyxy=(3,1125,130,1224)
article-text: the said company have made arrangements for the same and it is expected that the matter will be brought before the Council at an early date and the works will be proceeded with without further delay in the interests of the town and district generally. The members of the deputation expressed their satisfaction with the reply received and the meeting then terminated. It was resolved that the secretary should write to the department on the subject and report at the next meeting of the committee. xyxy=(275,879,407,978)
ad-line: THERE ARE xyxy=(1018,616,1060,625)
column-1 xyxy=(0,14,133,2100)
article-text: the said company have made arrangements for the same and it is expected that the matter will be brought before the Council at an early date and the works will be proceeded with without further delay in the interests of the town and district generally. The members of the deputation expressed their satisfaction with the reply received and the meeting then terminated. It was resolved that the secretary should write to the department on the subject and report at the next meeting of the committee. xyxy=(414,167,537,274)
capital-table xyxy=(544,887,671,925)
ad-line: PRICES REASONABLE. xyxy=(704,867,783,875)
ad-line: RETAIL PRICES : xyxy=(859,993,917,1002)
ad-acclimatisation xyxy=(678,509,809,763)
headline-accident-lord-kitchener: ACCIDENT TO LORD KITCHENER. xyxy=(283,19,399,43)
article-text: the said company have made arrangements for the same and it is expected that the matter will be brought before the Council at an early date and the works will be proceeded with without further delay in the interests of the town and district generally. The members of the deputation expressed their satisfaction with the reply received and the meeting then terminated. It was resolved that the secretary should write to the department on the subject and report at the next meeting of the committee. xyxy=(137,1342,268,1441)
ad-text: the said company have made arrangements for the same and it is expected that the matter will be brought before the Council at an early date and the works will be proceeded with without further delay in the interests of the town and district generally. The members of the deputation expressed their satisfaction with the reply received and the meeting then terminated. It was resolved that the secretary should write to the department on the subject and report at the next meeting of the committee. xyxy=(967,1084,1111,1176)
ad-nz-express xyxy=(544,1027,671,1170)
table-cell: 2 xyxy=(969,422,974,431)
ad-text: the said company have made arrangements for the same and it is expected that the matter will be brought before the Council at an early date and the works will be proceeded with without further delay in the interests of the town and district generally. The members of the deputation expressed their satisfaction with the reply received and the meeting then terminated. It was resolved that the secretary should write to the department on the subject and report at the next meeting of the committee. xyxy=(678,565,809,664)
table-cell: £1,500,000 xyxy=(632,886,669,895)
ad-line: DEVON STREET. xyxy=(715,837,772,846)
table-cell: 7 xyxy=(969,445,974,454)
article-text: the said company have made arrangements for the same and it is expected that the matter will be brought before the Council at an early date and the works will be proceeded with without further delay in the interests of the town and district generally. The members of the deputation expressed their satisfaction with the reply received and the meeting then terminated. It was resolved that the secretary should write to the department on the subject and report at the next meeting of the committee. xyxy=(137,1243,268,1342)
article-text: A public meeting was held to-night when indignation was expressed at the small vote of £500 for the Paparoa Road. xyxy=(3,1712,130,1743)
ad-title: CRITERION HOTEL, xyxy=(555,694,660,706)
headline-palmerston-show: Palmerston Show. xyxy=(280,1775,402,1790)
ad-text: the said company have made arrangements for the same and it is expected that the matter will be brought before the Council at an early date and the works will be proceeded with without further delay in the interests of the town and district generally. The members of the deputation expressed their satisfaction with the reply received and the meeting then terminated. It was resolved that the secretary should write to the department on the subject and report at the next meeting of the committee. xyxy=(678,407,809,506)
ad-why-pay-rent xyxy=(967,480,1111,739)
dateline: DUNEDIN, NOV. 18. xyxy=(29,1861,104,1870)
table-cell: 4 xyxy=(1024,429,1029,438)
article-text: the said company have made arrangements for the same and it is expected that the matter will be brought before the Council at an early date and the works will be proceeded with without further delay in the interests of the town and district generally. The members of the deputation expressed their satisfaction with the reply received and the meeting then terminated. It was resolved that the secretary should write to the department on the subject and report at the next meeting of the committee. xyxy=(3,237,130,336)
